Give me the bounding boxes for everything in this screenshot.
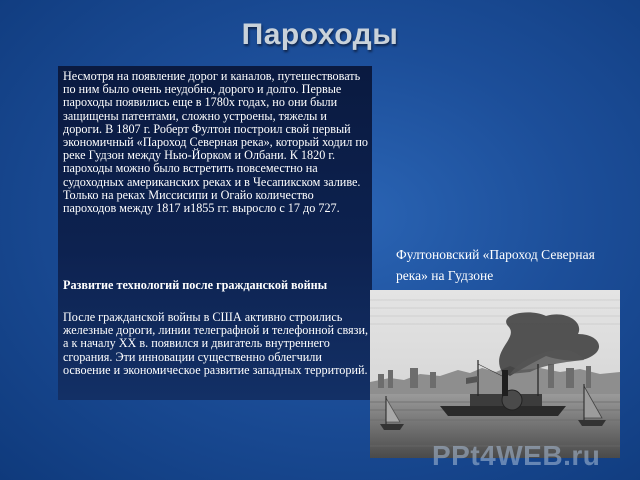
image-caption: Фултоновский «Пароход Северная река» на Гудзоне (396, 247, 595, 283)
slide-title: Пароходы (241, 18, 399, 51)
steamboat-engraving-image (370, 290, 620, 458)
section-subheading: Развитие технологий после гражданской войны (63, 278, 328, 292)
paragraph-steamboats-history: Несмотря на появление дорог и каналов, путешествовать по ним было очень неудобно, дорого и долго. Первые пароходы появились еще в 1780х годах, но они были защищены патентами, сложно устроены, тяжелы и дороги. В 1807 г. Роберт Фултон построил свой первый экономичный «Пароход Северная река», который ходил по реке Гудзон между Нью-Йорком и Олбани. К 1820 г. пароходы можно было встретить повсеместно на судоходных американских реках и в Чесапикском заливе. Только на реках Миссисипи и Огайо количество пароходов между 1817 и1855 гг. выросло с 17 до 727. (63, 69, 368, 216)
paragraph-post-war-technology: После гражданской войны в США активно строились железные дороги, линии телеграфной и телефонной связи, а к началу XX в. появился и двигатель внутреннего сгорания. Эти инновации существенно облегчили освоение и экономическое развитие западных территорий. (63, 310, 369, 377)
watermark: PPt4WEB.ru (432, 440, 601, 471)
